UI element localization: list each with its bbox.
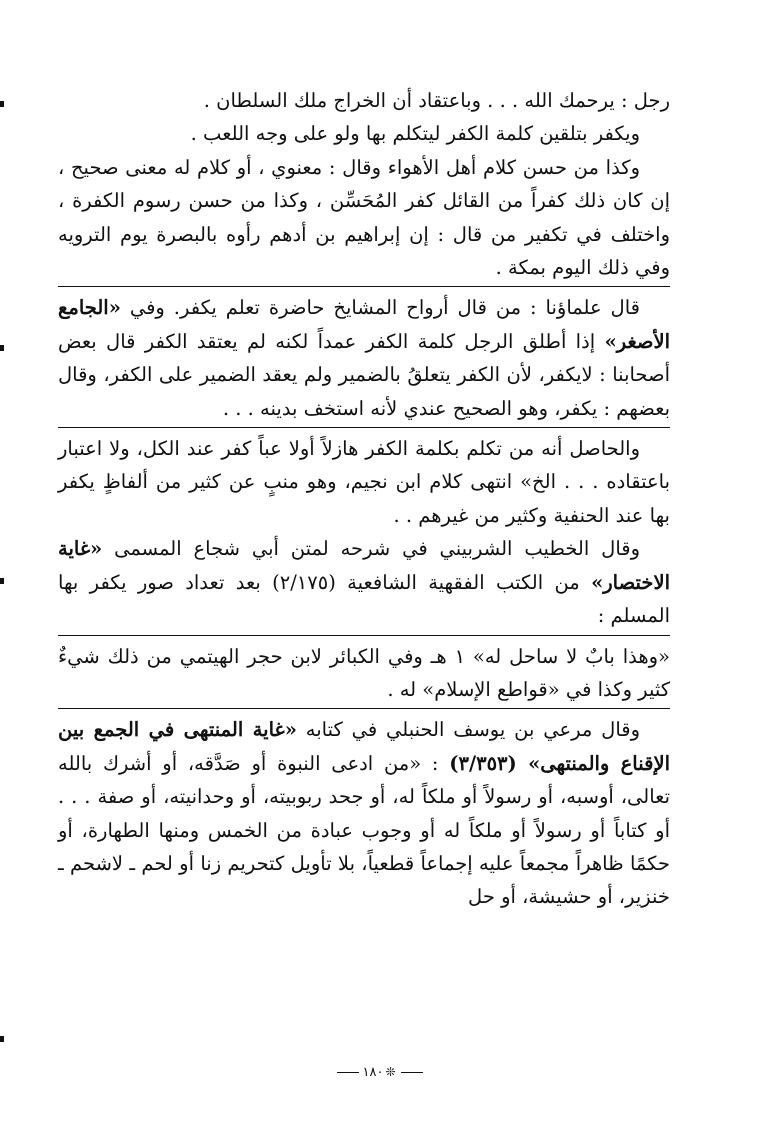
paragraph-text: : «من ادعى النبوة أو صَدَّقه، أو أشرك بالله تعالى، أوسبه، أو رسولاً أو ملكاً له، أو جحد ربوبيته، أو وحدانيته، أو صفة . . . أو كتاباً أو رسولاً أو ملكاً له أو وجوب عبادة من الخمس ومنها الطهارة، أو حكمًا ظاهراً مجمعاً عليه إجماعاً قطعياً، بلا تأويل كتحريم زنا أو لحم ـ لاشحم ـ خنزير، أو حشيشة، أو حل bbox=[58, 751, 670, 909]
paragraph-ulamauna bbox=[58, 291, 670, 425]
paragraph-quote-bab: «وهذا بابٌ لا ساحل له» ١ هـ وفي الكبائر لابن حجر الهيتمي من ذلك شيءٌ كثير وكذا في «قواطع الإسلام» له . bbox=[58, 644, 670, 701]
section-divider bbox=[58, 708, 670, 709]
paragraph-marai bbox=[58, 713, 670, 913]
paragraph-ahl-al-ahwa: وكذا من حسن كلام أهل الأهواء وقال : معنوي ، أو كلام له معنى صحيح ، إن كان ذلك كفراً من القائل كفر المُحَسِّن ، وكذا من حسن رسوم الكفرة ، واختلف في تكفير من قال : إن إبراهيم بن أدهم رأوه بالبصرة يوم الترويه وفي ذلك اليوم بمكة . bbox=[58, 155, 670, 280]
book-title-ghayat-muntaha: «غاية المنتهى في الجمع بين الإقناع والمنتهى» (٣/٣٥٣) bbox=[58, 718, 670, 775]
section-divider bbox=[58, 635, 670, 636]
paragraph-shirbini bbox=[58, 532, 670, 632]
paragraph-text: وقال الخطيب الشربيني في شرحه لمتن أبي شجاع المسمى bbox=[114, 537, 640, 561]
book-title-ghayat-ikhtisar: «غاية الاختصار» bbox=[58, 537, 670, 594]
scan-margin-mark bbox=[0, 578, 4, 584]
paragraph-text: إذا أطلق الرجل كلمة الكفر عمداً لكنه لم يعتقد الكفر قال بعض أصحابنا : لايكفر، لأن الكفر يتعلقُ بالضمير ولم يعقد الضمير على الكفر، وقال بعضهم : يكفر، وهو الصحيح عندي لأنه استخف بدينه . . . bbox=[58, 329, 670, 420]
paragraph-hasil: والحاصل أنه من تكلم بكلمة الكفر هازلاً أولا عباً كفر عند الكل، ولا اعتبار باعتقاده . . . الخ» انتهى كلام ابن نجيم، وهو منبٍ عن كثير من ألفاظٍ يكفر بها عند الحنفية وكثير من غيرهم . . bbox=[58, 437, 670, 527]
section-divider bbox=[58, 286, 670, 287]
scan-margin-mark bbox=[0, 101, 4, 107]
section-divider bbox=[58, 427, 670, 428]
page-footer bbox=[0, 1065, 760, 1080]
paragraph-text: قال علماؤنا : من قال أرواح المشايخ حاضرة تعلم يكفر. وفي bbox=[129, 296, 640, 320]
scan-margin-mark bbox=[0, 1036, 4, 1042]
book-title-jami-asghar: «الجامع الأصغر» bbox=[58, 296, 671, 353]
page-number: ١٨٠ bbox=[362, 1065, 384, 1080]
ornament-icon: ❊ bbox=[385, 1065, 396, 1079]
paragraph-talqin: ويكفر بتلقين كلمة الكفر ليتكلم بها ولو على وجه اللعب . bbox=[190, 122, 640, 146]
scan-margin-mark bbox=[0, 345, 4, 351]
footer-rule bbox=[337, 1072, 359, 1073]
footer-rule bbox=[401, 1072, 423, 1073]
paragraph-text: من الكتب الفقهية الشافعية (٢/١٧٥) بعد تعداد صور يكفر بها المسلم : bbox=[58, 570, 670, 628]
paragraph-text: وقال مرعي بن يوسف الحنبلي في كتابه bbox=[305, 718, 641, 742]
page-body bbox=[58, 84, 670, 914]
paragraph-continuation: رجل : يرحمك الله . . . وباعتقاد أن الخراج ملك السلطان . bbox=[203, 89, 670, 112]
